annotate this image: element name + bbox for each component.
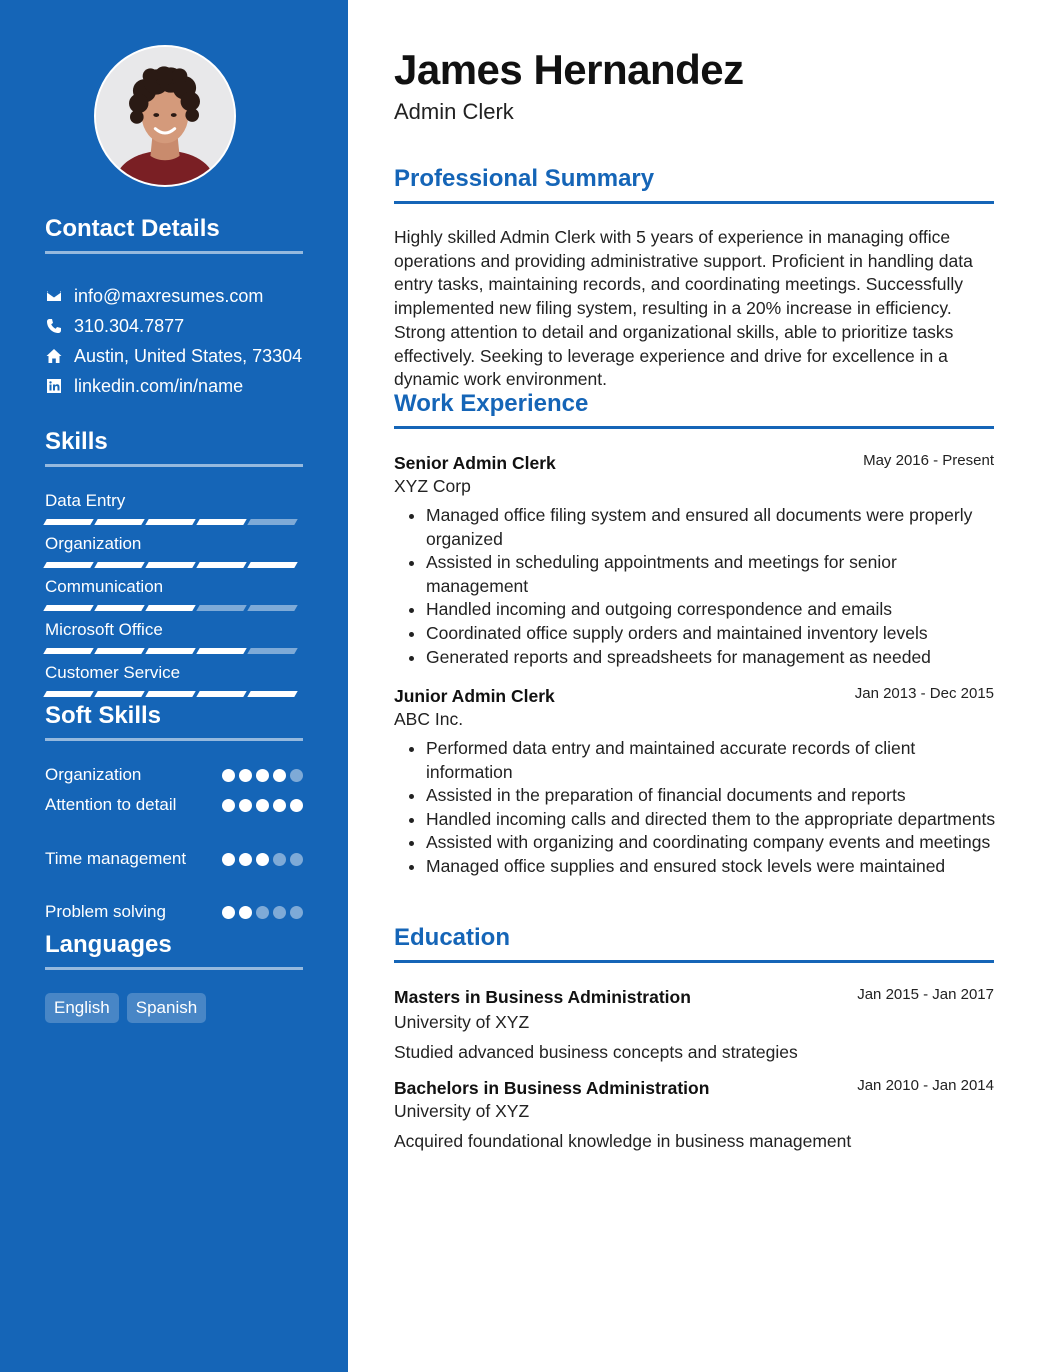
rating-dot-empty: [273, 853, 286, 866]
job-bullet: Performed data entry and maintained accurate records of client information: [408, 737, 1000, 784]
home-icon: [45, 347, 63, 365]
rating-segment-filled: [145, 691, 195, 697]
rating-segment-filled: [145, 519, 195, 525]
soft-skill-name: Attention to detail: [45, 795, 177, 814]
rating-dot-empty: [273, 906, 286, 919]
languages-list: [45, 993, 206, 1023]
rating-segment-filled: [43, 691, 93, 697]
soft-skills-list: [45, 763, 303, 930]
skill-name: Microsoft Office: [45, 620, 163, 639]
experience-heading: Work Experience: [394, 390, 994, 429]
rating-segment-filled: [43, 648, 93, 654]
job-bullets: [408, 504, 1000, 669]
rating-dot-filled: [222, 769, 235, 782]
soft-skill-rating: [222, 763, 303, 793]
school-name: University of XYZ: [394, 1012, 530, 1032]
job-bullet: Coordinated office supply orders and maintained inventory levels: [408, 622, 1000, 646]
skill-rating-bar: [45, 691, 303, 697]
rating-dot-filled: [273, 769, 286, 782]
education-header: [394, 985, 994, 1009]
job-company: ABC Inc.: [394, 709, 464, 729]
phone-icon: [45, 317, 63, 335]
language-tag: English: [45, 993, 119, 1023]
job-header: [394, 684, 994, 708]
rating-segment-filled: [43, 605, 93, 611]
rating-segment-filled: [43, 519, 93, 525]
contact-email-text: info@maxresumes.com: [74, 285, 264, 306]
soft-skill-item: [45, 793, 303, 847]
rating-dot-empty: [290, 769, 303, 782]
skill-name: Customer Service: [45, 663, 181, 682]
skill-item: [45, 618, 303, 661]
soft-skill-rating: [222, 793, 303, 847]
skill-name: Data Entry: [45, 491, 126, 510]
rating-segment-empty: [247, 605, 297, 611]
soft-skills-heading: Soft Skills: [45, 702, 303, 741]
rating-segment-filled: [196, 691, 246, 697]
skill-name: Organization: [45, 534, 142, 553]
job-bullet: Managed office supplies and ensured stock levels were maintained: [408, 855, 1000, 879]
candidate-name: James Hernandez: [394, 46, 744, 93]
rating-segment-filled: [94, 648, 144, 654]
rating-segment-filled: [196, 562, 246, 568]
skill-item: [45, 661, 303, 704]
job-bullet: Handled incoming calls and directed them to the appropriate departments: [408, 808, 1000, 832]
rating-segment-filled: [94, 691, 144, 697]
rating-segment-filled: [196, 519, 246, 525]
job-date: May 2016 - Present: [863, 452, 994, 469]
rating-segment-filled: [94, 519, 144, 525]
rating-dot-filled: [222, 853, 235, 866]
education-description: Acquired foundational knowledge in business management: [394, 1131, 852, 1151]
rating-segment-empty: [247, 519, 297, 525]
contact-heading: Contact Details: [45, 215, 303, 254]
candidate-title: Admin Clerk: [394, 99, 514, 124]
rating-segment-filled: [145, 605, 195, 611]
soft-skill-rating: [222, 900, 303, 930]
skill-rating-bar: [45, 648, 303, 654]
contact-phone-text: 310.304.7877: [74, 315, 185, 336]
rating-dot-filled: [239, 769, 252, 782]
sidebar: [0, 0, 348, 1372]
summary-text: Highly skilled Admin Clerk with 5 years of experience in managing office operations and providing administrative support. Proficient in handling data entry tasks, maintaining records, and coordinating meetings. Successfully implemented new filing system, resulting in a 20% increase in efficiency. Strong attention to detail and organizational skills, able to prioritize tasks effectively. Seeking to leverage experience and drive for excellence in a dynamic work environment.: [394, 227, 973, 390]
job-bullet: Handled incoming and outgoing correspondence and emails: [408, 598, 1000, 622]
education-header: [394, 1076, 994, 1100]
education-date: Jan 2015 - Jan 2017: [857, 986, 994, 1003]
skill-rating-bar: [45, 605, 303, 611]
profile-photo: [96, 47, 234, 185]
rating-segment-empty: [247, 648, 297, 654]
rating-dot-empty: [290, 906, 303, 919]
avatar: [94, 45, 236, 187]
rating-dot-filled: [222, 906, 235, 919]
contact-address: [45, 341, 315, 371]
job-bullet: Assisted in the preparation of financial documents and reports: [408, 784, 1000, 808]
rating-dot-filled: [256, 769, 269, 782]
rating-dot-empty: [256, 906, 269, 919]
envelope-icon: [45, 287, 63, 305]
rating-dot-filled: [256, 799, 269, 812]
job-title: Junior Admin Clerk: [394, 686, 555, 706]
rating-segment-empty: [196, 605, 246, 611]
contact-phone[interactable]: [45, 311, 315, 341]
contact-list: [45, 281, 315, 401]
skill-name: Communication: [45, 577, 164, 596]
job-bullets: [408, 737, 1000, 879]
skill-item: [45, 532, 303, 575]
skill-rating-bar: [45, 519, 303, 525]
contact-linkedin[interactable]: [45, 371, 315, 401]
rating-segment-filled: [94, 605, 144, 611]
rating-segment-filled: [196, 648, 246, 654]
rating-segment-filled: [43, 562, 93, 568]
language-tag: Spanish: [127, 993, 206, 1023]
rating-segment-filled: [247, 691, 297, 697]
rating-dot-filled: [256, 853, 269, 866]
school-name: University of XYZ: [394, 1101, 530, 1121]
job-date: Jan 2013 - Dec 2015: [854, 685, 994, 702]
rating-dot-filled: [290, 799, 303, 812]
rating-dot-filled: [239, 906, 252, 919]
rating-dot-empty: [290, 853, 303, 866]
rating-dot-filled: [222, 799, 235, 812]
rating-dot-filled: [239, 799, 252, 812]
rating-segment-filled: [94, 562, 144, 568]
rating-segment-filled: [145, 562, 195, 568]
degree-title: Masters in Business Administration: [394, 987, 691, 1007]
job-company: XYZ Corp: [394, 476, 471, 496]
rating-dot-filled: [273, 799, 286, 812]
skill-rating-bar: [45, 562, 303, 568]
languages-heading: Languages: [45, 931, 303, 970]
skills-list: [45, 489, 303, 704]
skills-heading: Skills: [45, 428, 303, 467]
job-title: Senior Admin Clerk: [394, 453, 556, 473]
summary-heading: Professional Summary: [394, 165, 994, 204]
soft-skill-item: [45, 763, 303, 793]
job-bullet: Generated reports and spreadsheets for management as needed: [408, 646, 1000, 670]
job-bullet: Assisted in scheduling appointments and meetings for senior management: [408, 551, 1000, 598]
education-description: Studied advanced business concepts and strategies: [394, 1042, 798, 1062]
degree-title: Bachelors in Business Administration: [394, 1078, 710, 1098]
linkedin-icon: [45, 377, 63, 395]
soft-skill-item: [45, 900, 303, 930]
education-date: Jan 2010 - Jan 2014: [857, 1077, 994, 1094]
soft-skill-name: Problem solving: [45, 902, 166, 921]
contact-email[interactable]: [45, 281, 315, 311]
soft-skill-item: [45, 847, 303, 900]
soft-skill-name: Time management: [45, 849, 187, 868]
rating-segment-filled: [145, 648, 195, 654]
skill-item: [45, 489, 303, 532]
soft-skill-name: Organization: [45, 765, 142, 784]
job-header: [394, 451, 994, 475]
job-bullet: Managed office filing system and ensured all documents were properly organized: [408, 504, 1000, 551]
contact-linkedin-text: linkedin.com/in/name: [74, 375, 244, 396]
job-bullet: Assisted with organizing and coordinating company events and meetings: [408, 831, 1000, 855]
contact-address-text: Austin, United States, 73304: [74, 345, 303, 366]
soft-skill-rating: [222, 847, 303, 900]
rating-dot-filled: [239, 853, 252, 866]
skill-item: [45, 575, 303, 618]
education-heading: Education: [394, 924, 994, 963]
rating-segment-filled: [247, 562, 297, 568]
